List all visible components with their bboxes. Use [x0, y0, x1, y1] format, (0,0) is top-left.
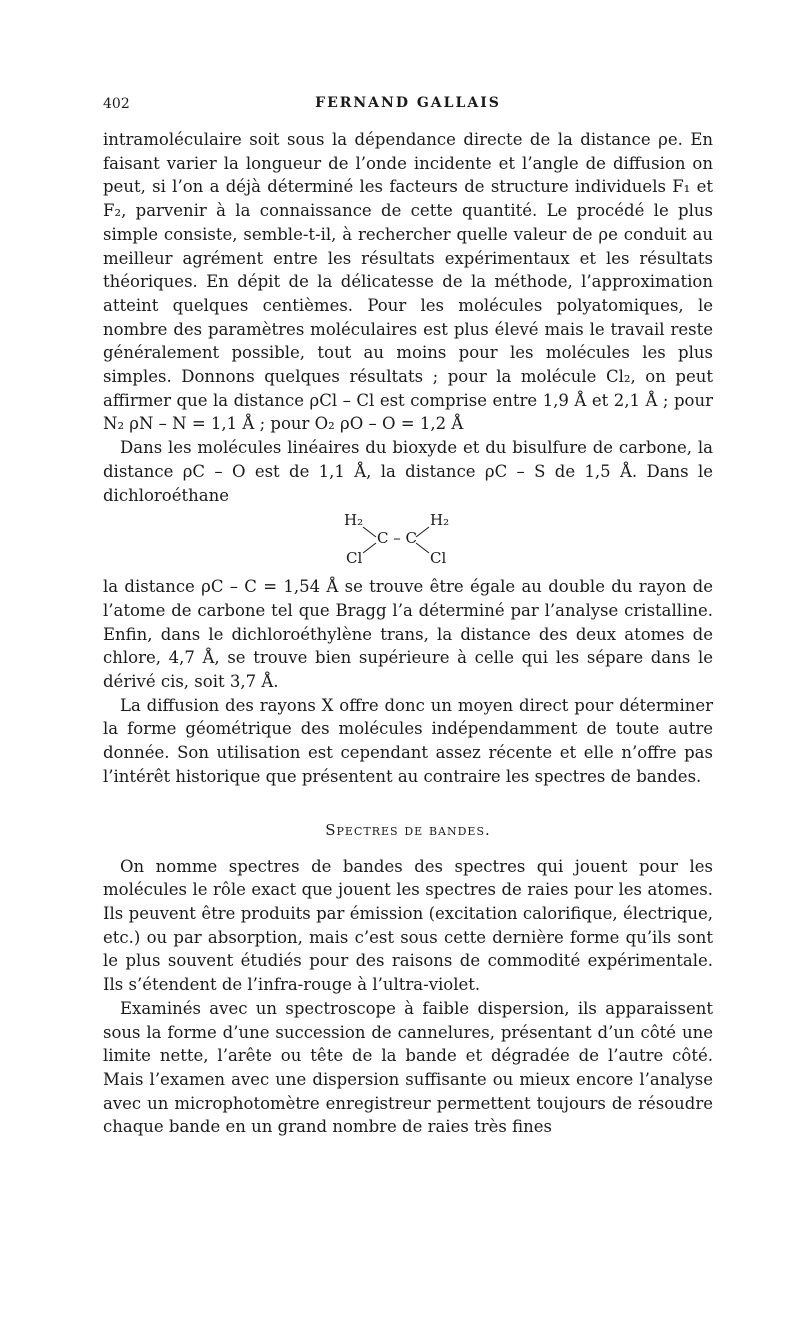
section-title: Spectres de bandes.: [325, 820, 491, 839]
dichloroethane-formula: [103, 509, 713, 575]
paragraph-6: Examinés avec un spectroscope à faible dispersion, ils apparaissent sous la forme d’une succession de cannelures, présentant d’un côté une limite nette, l’arête ou tête de la bande et dégradée de l’autre côté. Mais l’examen avec une dispersion suffisante ou mieux encore l’analyse avec un microphotomètre enregistreur permettent toujours de résoudre chaque bande en un grand nombre de raies très fines: [103, 998, 713, 1137]
paragraph-2: Dans les molécules linéaires du bioxyde et du bisulfure de carbone, la distance ρC – O est de 1,1 Å, la distance ρC – S de 1,5 Å. Dans le dichloroéthane: [103, 438, 713, 505]
formula-right-h2: H₂: [430, 511, 450, 530]
formula-left-h2: H₂: [344, 511, 364, 530]
paragraph-5: On nomme spectres de bandes des spectres qui jouent pour les molécules le rôle exact que jouent les spectres de raies pour les atomes. Ils peuvent être produits par émission (excitation calorifique, électrique, etc.) ou par absorption, mais c’est sous cette dernière forme qu’ils sont le plus souvent étudiés pour des raisons de commodité expérimentale. Ils s’étendent de l’infra-rouge à l’ultra-violet.: [103, 856, 713, 995]
paragraph-4: La diffusion des rayons X offre donc un moyen direct pour déterminer la forme géométrique des molécules indépendamment de toute autre donnée. Son utilisation est cependant assez récente et elle n’offre pas l’intérêt historique que présentent au contraire les spectres de bandes.: [103, 695, 713, 786]
formula-center: C – C: [377, 529, 417, 548]
page-header: [103, 96, 713, 120]
body-text: [103, 128, 713, 1139]
formula-left-cl: Cl: [346, 549, 363, 568]
formula-right-cl: Cl: [430, 549, 447, 568]
paragraph-3: la distance ρC – C = 1,54 Å se trouve être égale au double du rayon de l’atome de carbone tel que Bragg l’a déterminé par l’analyse cristalline. Enfin, dans le dichloroéthylène trans, la distance des deux atomes de chlore, 4,7 Å, se trouve bien supérieure à celle qui les sépare dans le dérivé cis, soit 3,7 Å.: [103, 577, 713, 692]
book-page: [103, 96, 713, 1139]
paragraph-1: intramoléculaire soit sous la dépendance directe de la distance ρe. En faisant varier la longueur de l’onde incidente et l’angle de diffusion on peut, si l’on a déjà déterminé les facteurs de structure individuels F₁ et F₂, parvenir à la connaissance de cette quantité. Le procédé le plus simple consiste, semble-t-il, à rechercher quelle valeur de ρe conduit au meilleur agrément entre les résultats expérimentaux et les résultats théoriques. En dépit de la délicatesse de la méthode, l’approximation atteint quelques centièmes. Pour les molécules polyatomiques, le nombre des paramètres moléculaires est plus élevé mais le travail reste généralement possible, tout au moins pour les molécules les plus simples. Donnons quelques résultats ; pour la molécule Cl₂, on peut affirmer que la distance ρCl – Cl est comprise entre 1,9 Å et 2,1 Å ; pour N₂ ρN – N = 1,1 Å ; pour O₂ ρO – O = 1,2 Å: [103, 130, 713, 434]
page-number: 402: [103, 96, 130, 112]
running-title: FERNAND GALLAIS: [315, 95, 501, 111]
